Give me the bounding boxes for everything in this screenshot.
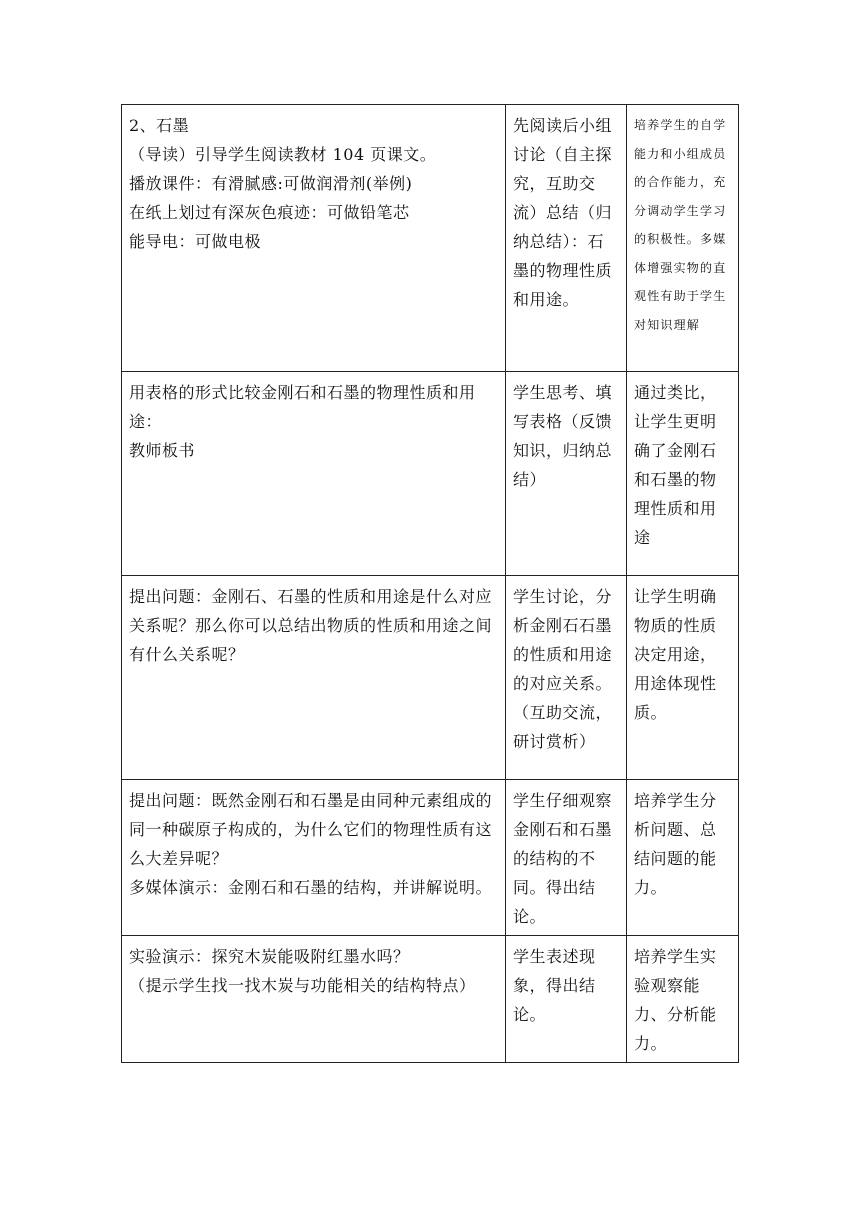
teacher-activity-cell — [122, 780, 506, 936]
teacher-activity-cell — [122, 576, 506, 780]
student-text: 学生讨论，分析金刚石石墨的性质和用途的对应关系。（互助交流，研讨赏析） — [513, 587, 613, 751]
student-text: 学生表述现象，得出结论。 — [513, 947, 596, 1024]
teacher-text: 在纸上划过有深灰色痕迹：可做铅笔芯 — [129, 203, 410, 222]
design-intent-cell — [627, 105, 739, 372]
teacher-text: 教师板书 — [129, 441, 196, 460]
table-row — [122, 105, 739, 372]
purpose-text: 通过类比，让学生更明确了金刚石和石墨的物理性质和用途 — [634, 383, 717, 547]
teacher-text: 2、石墨 — [129, 116, 190, 135]
student-activity-cell — [506, 372, 627, 576]
student-activity-cell — [506, 780, 627, 936]
student-activity-cell — [506, 105, 627, 372]
table-row — [122, 576, 739, 780]
student-text: 学生仔细观察金刚石和石墨的结构的不同。得出结论。 — [513, 791, 613, 926]
teacher-activity-cell — [122, 372, 506, 576]
teacher-activity-cell — [122, 936, 506, 1063]
lesson-plan-table — [121, 104, 739, 1063]
purpose-text: 培养学生分析问题、总结问题的能力。 — [634, 791, 717, 897]
table-row — [122, 936, 739, 1063]
table-row — [122, 372, 739, 576]
student-activity-cell — [506, 936, 627, 1063]
design-intent-cell — [627, 576, 739, 780]
teacher-text: 提出问题：金刚石、石墨的性质和用途是什么对应关系呢？那么你可以总结出物质的性质和用途之间有什么关系呢？ — [129, 587, 493, 664]
teacher-text: 提出问题：既然金刚石和石墨是由同种元素组成的同一种碳原子构成的，为什么它们的物理性质有这么大差异呢？ — [129, 791, 493, 868]
table-row — [122, 780, 739, 936]
student-text: 先阅读后小组讨论（自主探究，互助交流）总结（归纳总结）：石墨的物理性质和用途。 — [513, 116, 613, 309]
teacher-text: 实验演示：探究木炭能吸附红墨水吗？ — [129, 947, 410, 966]
teacher-text: 能导电：可做电极 — [129, 232, 262, 251]
purpose-text: 培养学生的自学能力和小组成员的合作能力，充分调动学生学习的积极性。多媒体增强实物的直观性有助于学生对知识理解 — [634, 118, 727, 332]
teacher-text: （提示学生找一找木炭与功能相关的结构特点） — [129, 976, 476, 995]
teacher-text: 用表格的形式比较金刚石和石墨的物理性质和用途： — [129, 383, 476, 431]
design-intent-cell — [627, 936, 739, 1063]
design-intent-cell — [627, 780, 739, 936]
purpose-text: 让学生明确物质的性质决定用途，用途体现性质。 — [634, 587, 717, 722]
teacher-activity-cell — [122, 105, 506, 372]
teacher-text: （导读）引导学生阅读教材 104 页课文。 — [129, 145, 437, 164]
student-activity-cell — [506, 576, 627, 780]
student-text: 学生思考、填写表格（反馈知识，归纳总结） — [513, 383, 613, 489]
teacher-text: 播放课件：有滑腻感:可做润滑剂(举例) — [129, 174, 413, 193]
purpose-text: 培养学生实验观察能力、分析能力。 — [634, 947, 717, 1053]
teacher-text: 多媒体演示：金刚石和石墨的结构，并讲解说明。 — [129, 878, 493, 897]
design-intent-cell — [627, 372, 739, 576]
